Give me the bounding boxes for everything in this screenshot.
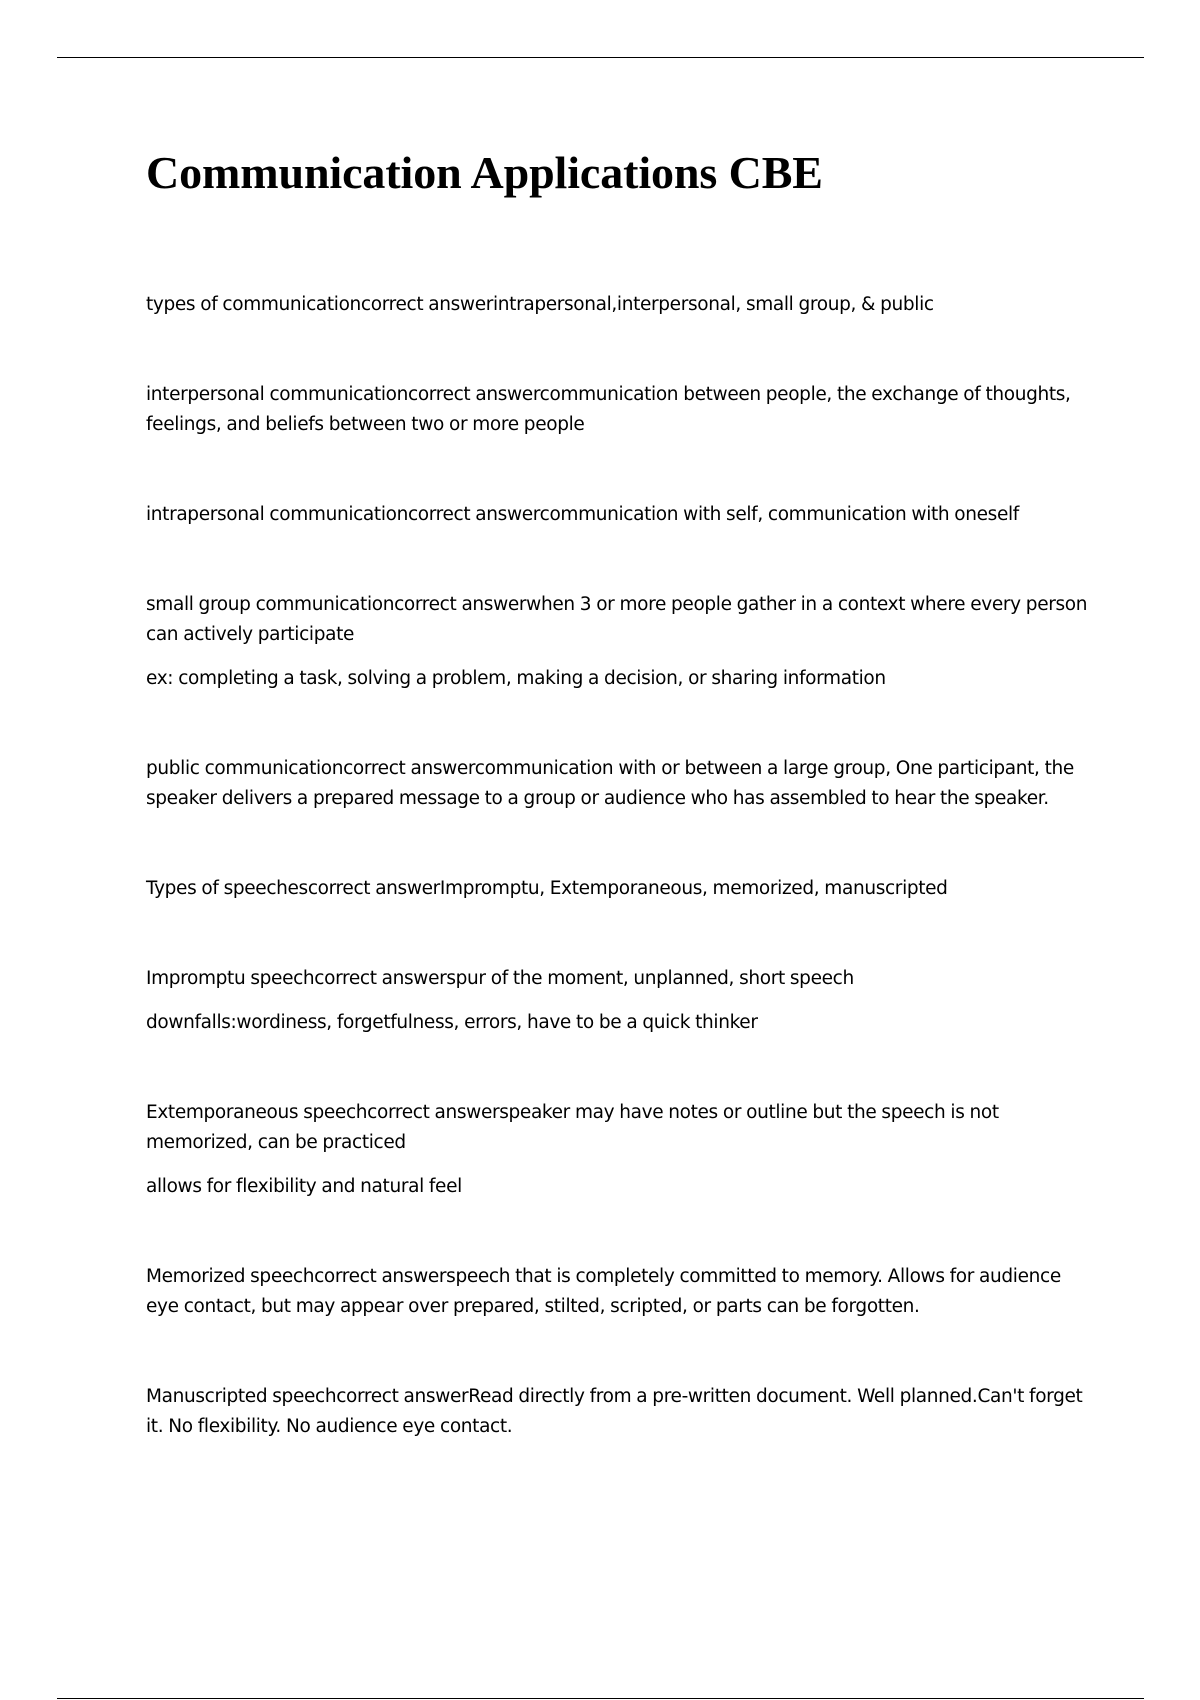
entry-types-of-speeches (146, 874, 1096, 904)
document-title: Communication Applications CBE (146, 147, 823, 198)
entry-note: allows for flexibility and natural feel (146, 1176, 462, 1197)
entry-intrapersonal-communication (146, 500, 1096, 530)
entry-impromptu-speech (146, 964, 1096, 1038)
entry-text: Impromptu speechcorrect answerspur of the moment, unplanned, short speech (146, 968, 854, 989)
entry-text: Manuscripted speechcorrect answerRead directly from a pre-written document. Well planned.Can't forget it. No flexibility. No audience eye contact. (146, 1386, 1083, 1437)
entry-note: downfalls:wordiness, forgetfulness, errors, have to be a quick thinker (146, 1012, 758, 1033)
top-rule (57, 57, 1144, 58)
entry-text: interpersonal communicationcorrect answercommunication between people, the exchange of thoughts, feelings, and beliefs between two or more people (146, 384, 1071, 435)
entry-text: Extemporaneous speechcorrect answerspeaker may have notes or outline but the speech is not memorized, can be practiced (146, 1102, 999, 1153)
entry-text: types of communicationcorrect answerintrapersonal,interpersonal, small group, & public (146, 294, 934, 315)
entry-memorized-speech (146, 1262, 1096, 1322)
entry-list (146, 290, 1096, 1502)
entry-small-group-communication (146, 590, 1096, 694)
entry-text: Types of speechescorrect answerImpromptu, Extemporaneous, memorized, manuscripted (146, 878, 948, 899)
entry-text: public communicationcorrect answercommunication with or between a large group, One participant, the speaker delivers a prepared message to a group or audience who has assembled to hear the speaker. (146, 758, 1074, 809)
entry-extemporaneous-speech (146, 1098, 1096, 1202)
entry-text: Memorized speechcorrect answerspeech that is completely committed to memory. Allows for audience eye contact, but may appear over prepared, stilted, scripted, or parts can be forgotten. (146, 1266, 1061, 1317)
bottom-rule (57, 1698, 1144, 1699)
entry-public-communication (146, 754, 1096, 814)
entry-text: small group communicationcorrect answerwhen 3 or more people gather in a context where every person can actively participate (146, 594, 1088, 645)
entry-manuscripted-speech (146, 1382, 1096, 1442)
entry-interpersonal-communication (146, 380, 1096, 440)
entry-note: ex: completing a task, solving a problem, making a decision, or sharing information (146, 668, 886, 689)
entry-types-of-communication (146, 290, 1096, 320)
entry-text: intrapersonal communicationcorrect answercommunication with self, communication with oneself (146, 504, 1019, 525)
